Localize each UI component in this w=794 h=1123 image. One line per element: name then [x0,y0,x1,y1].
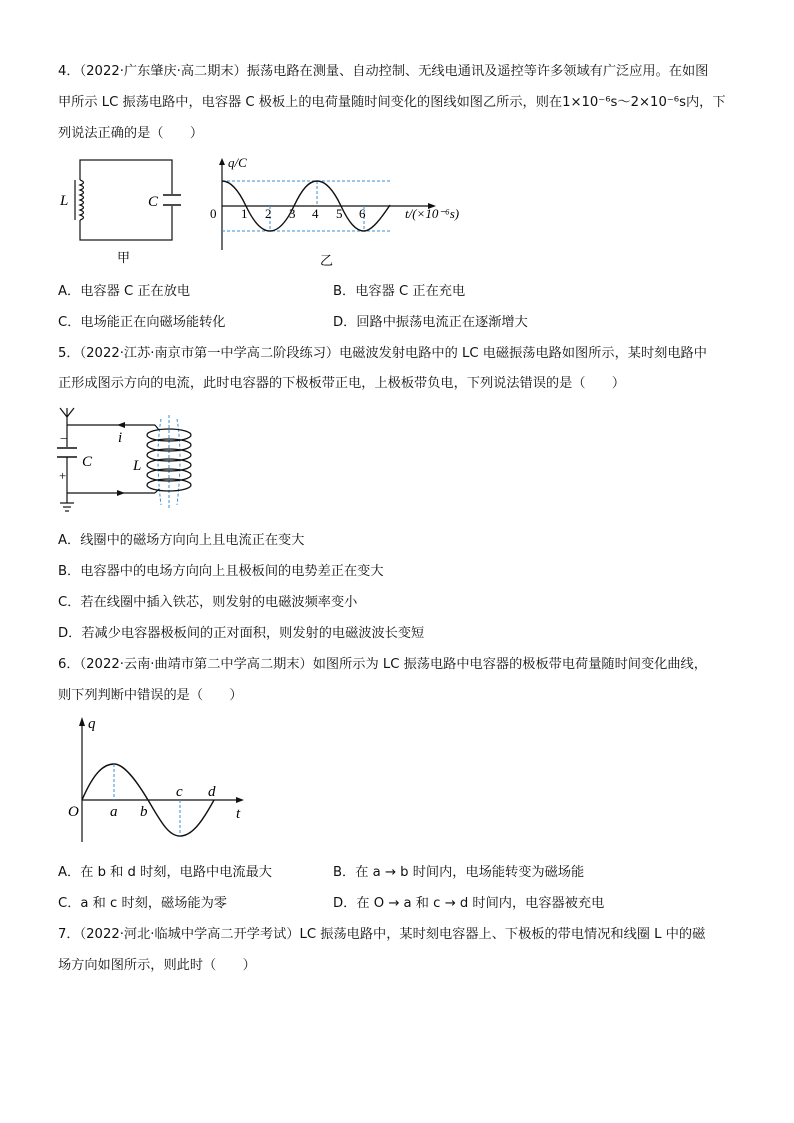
current-label-i: i [118,430,123,446]
origin-label: O [68,804,79,820]
question-6-option-c: C．a 和 c 时刻，磁场能为零 [58,896,227,911]
label-minus: − [60,431,68,446]
label-C: C [82,454,93,470]
label-c: c [176,784,183,800]
tick-4: 4 [312,206,319,221]
question-5-line-1: 5．（2022·江苏·南京市第一中学高二阶段练习）电磁波发射电路中的 LC 电磁振荡电路如图所示，某时刻电路中 [58,346,707,361]
tick-1: 1 [241,206,248,221]
label-C: C [148,194,159,210]
question-5-option-a: A．线圈中的磁场方向向上且电流正在变大 [58,533,305,548]
figure-caption-jia: 甲 [117,251,131,266]
tick-3: 3 [289,206,296,221]
question-5-option-b: B．电容器中的电场方向向上且极板间的电势差正在变大 [58,564,384,579]
question-5-option-d: D．若减少电容器极板间的正对面积，则发射的电磁波波长变短 [58,626,425,641]
question-6-option-a: A．在 b 和 d 时刻，电路中电流最大 [58,865,272,880]
t-axis-label: t/(×10⁻⁶s) [405,206,460,221]
question-5-line-2: 正形成图示方向的电流，此时电容器的下极板带正电，上极板带负电，下列说法错误的是（ ） [58,376,626,391]
question-4-option-d: D．回路中振荡电流正在逐渐增大 [333,315,528,330]
label-L: L [133,458,142,474]
q-axis-label: q [88,716,96,732]
label-L: L [60,193,69,209]
figure-transmitter-circuit [55,405,215,520]
question-4-option-b: B．电容器 C 正在充电 [333,284,466,299]
question-4-line-3: 列说法正确的是（ ） [58,126,204,141]
label-plus: + [59,468,67,483]
figure-qt-graph [200,155,490,275]
question-6-line-2: 则下列判断中错误的是（ ） [58,688,243,703]
label-d: d [208,784,216,800]
q-axis-label: q/C [228,155,247,170]
figure-caption-yi: 乙 [320,254,334,269]
question-4-line-1: 4．（2022·广东肇庆·高二期末）振荡电路在测量、自动控制、无线电通讯及遥控等许多领域有广泛应用。在如图 [58,64,709,79]
question-4-line-2: 甲所示 LC 振荡电路中，电容器 C 极板上的电荷量随时间变化的图线如图乙所示，则在1×10⁻⁶s～2×10⁻⁶s内，下 [58,95,726,110]
origin-label: 0 [210,206,217,221]
figure-q-t-curve [60,712,260,852]
question-7-line-2: 场方向如图所示，则此时（ ） [58,958,256,973]
label-b: b [140,804,148,820]
label-a: a [110,804,118,820]
question-6-line-1: 6．（2022·云南·曲靖市第二中学高二期末）如图所示为 LC 振荡电路中电容器的极板带电荷量随时间变化曲线， [58,657,707,672]
question-4-option-c: C．电场能正在向磁场能转化 [58,315,226,330]
figure-lc-circuit [55,150,195,275]
t-axis-label: t [236,806,241,822]
question-4-option-a: A．电容器 C 正在放电 [58,284,191,299]
question-5-option-c: C．若在线圈中插入铁芯，则发射的电磁波频率变小 [58,595,358,610]
question-6-option-b: B．在 a → b 时间内，电场能转变为磁场能 [333,865,585,880]
tick-5: 5 [336,206,343,221]
question-6-option-d: D．在 O → a 和 c → d 时间内，电容器被充电 [333,896,605,911]
question-7-line-1: 7．（2022·河北·临城中学高二开学考试）LC 振荡电路中，某时刻电容器上、下极板的带电情况和线圈 L 中的磁 [58,927,706,942]
tick-2: 2 [265,206,272,221]
tick-6: 6 [359,206,366,221]
